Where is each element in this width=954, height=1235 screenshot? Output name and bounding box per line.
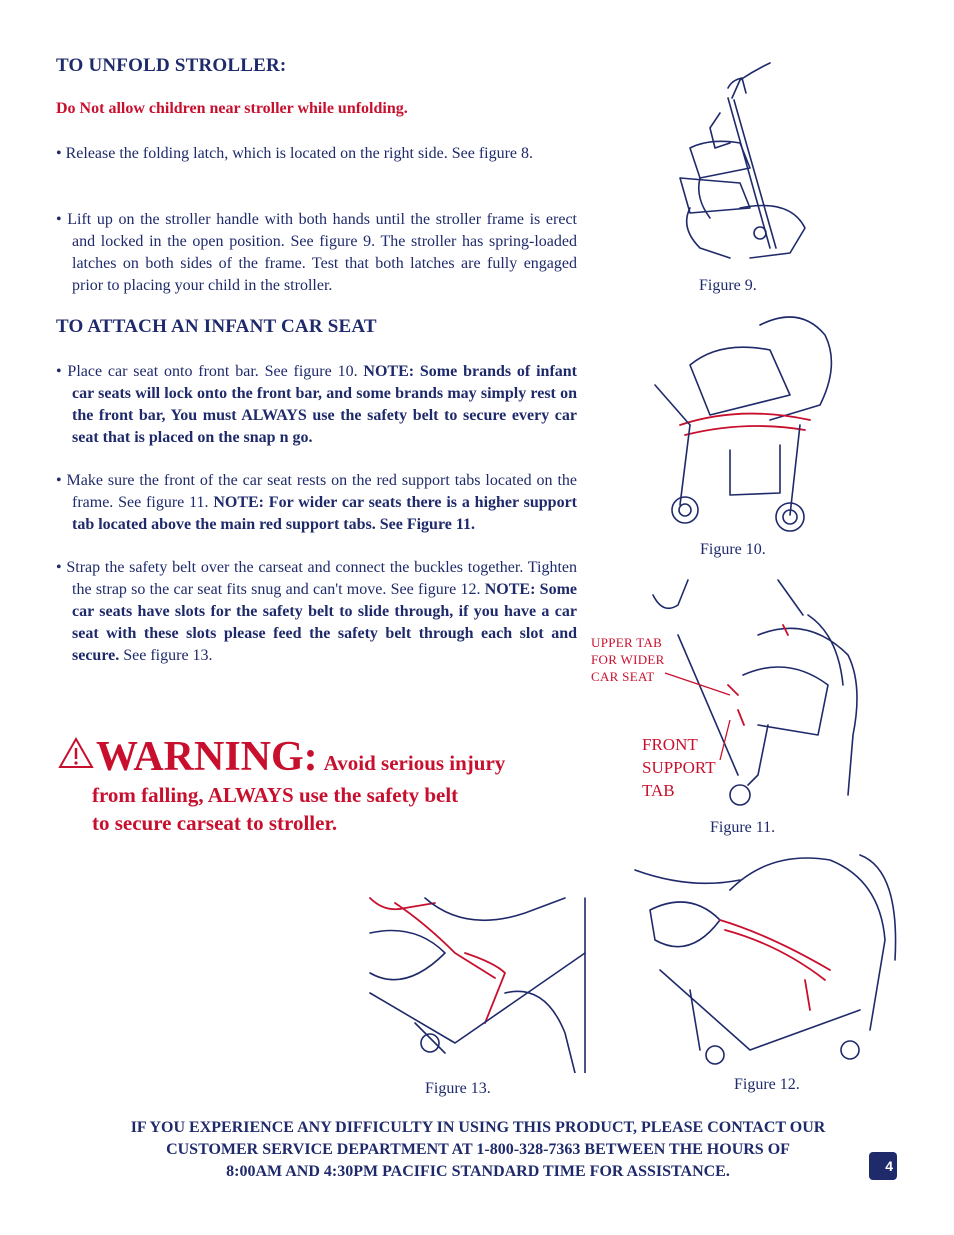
attach-bullet-3 <box>56 557 577 667</box>
bullet-3-note: NOTE: Some car seats have slots for the safety belt to slide through, if you have a car seat with these slots please feed the safety belt through each slot and secure. <box>72 581 578 664</box>
footer-line-2: CUSTOMER SERVICE DEPARTMENT AT 1-800-328-7363 BETWEEN THE HOURS OF <box>166 1141 790 1158</box>
warning-lead: Avoid serious injury <box>323 751 506 775</box>
figure-10-caption: Figure 10. <box>700 541 766 558</box>
figure-12-illustration <box>630 850 905 1080</box>
unfold-bullet-1: • Release the folding latch, which is located on the right side. See figure 8. <box>56 145 534 162</box>
attach-heading: TO ATTACH AN INFANT CAR SEAT <box>56 316 377 337</box>
front-tab-label <box>642 733 716 802</box>
front-tab-line-1: FRONT <box>642 735 698 754</box>
bullet-2-text: • Make sure the front of the car seat rests on the red support tabs located on the frame. See figure 11. <box>56 472 577 511</box>
attach-bullet-1 <box>56 361 577 449</box>
unfold-bullet-2: • Lift up on the stroller handle with both hands until the stroller frame is erect and locked in the open position. See figure 9. The stroller has spring-loaded latches on both sides of the frame. Test that both latches are fully engaged prior to placing your child in the stroller. <box>56 211 577 294</box>
front-tab-line-2: SUPPORT <box>642 758 716 777</box>
figure-10-illustration <box>650 305 850 535</box>
attach-bullet-2 <box>56 470 577 536</box>
bullet-2-note: NOTE: For wider car seats there is a higher support tab located above the main red support tabs. See Figure 11. <box>72 494 578 533</box>
front-tab-line-3: TAB <box>642 781 675 800</box>
warning-triangle-icon <box>58 736 94 770</box>
upper-tab-label <box>591 634 665 685</box>
warning-line-3: to secure carseat to stroller. <box>92 811 338 835</box>
footer-contact <box>60 1117 896 1183</box>
warning-title: WARNING: <box>96 734 318 780</box>
figure-13-caption: Figure 13. <box>425 1080 491 1097</box>
warning-block <box>58 733 558 837</box>
upper-tab-line-2: FOR WIDER <box>591 652 665 667</box>
upper-tab-line-3: CAR SEAT <box>591 669 655 684</box>
page-number: 4 <box>869 1152 897 1180</box>
warning-line-2: from falling, ALWAYS use the safety belt <box>92 783 459 807</box>
figure-9-illustration <box>670 58 820 263</box>
bullet-3-text: • Strap the safety belt over the carseat and connect the buckles together. Tighten the strap so the car seat fits snug and can't move. See figure 12. <box>56 559 577 598</box>
bullet-1-note: NOTE: Some brands of infant car seats will lock onto the front bar, and some brands may simply rest on the front bar, You must ALWAYS use the safety belt to secure every car seat that is placed on the snap n go. <box>72 363 577 446</box>
unfold-caution: Do Not allow children near stroller while unfolding. <box>56 100 408 117</box>
footer-line-1: IF YOU EXPERIENCE ANY DIFFICULTY IN USING THIS PRODUCT, PLEASE CONTACT OUR <box>130 1119 826 1136</box>
figure-12-caption: Figure 12. <box>734 1076 800 1093</box>
bullet-3-tail: See figure 13. <box>119 647 213 664</box>
upper-tab-line-1: UPPER TAB <box>591 635 663 650</box>
figure-13-illustration <box>365 893 590 1073</box>
figure-9-caption: Figure 9. <box>699 277 757 294</box>
figure-11-caption: Figure 11. <box>710 819 776 836</box>
bullet-1-text: • Place car seat onto front bar. See figure 10. <box>56 363 364 380</box>
footer-line-3: 8:00AM AND 4:30PM PACIFIC STANDARD TIME FOR ASSISTANCE. <box>226 1163 730 1180</box>
unfold-heading: TO UNFOLD STROLLER: <box>56 55 287 76</box>
